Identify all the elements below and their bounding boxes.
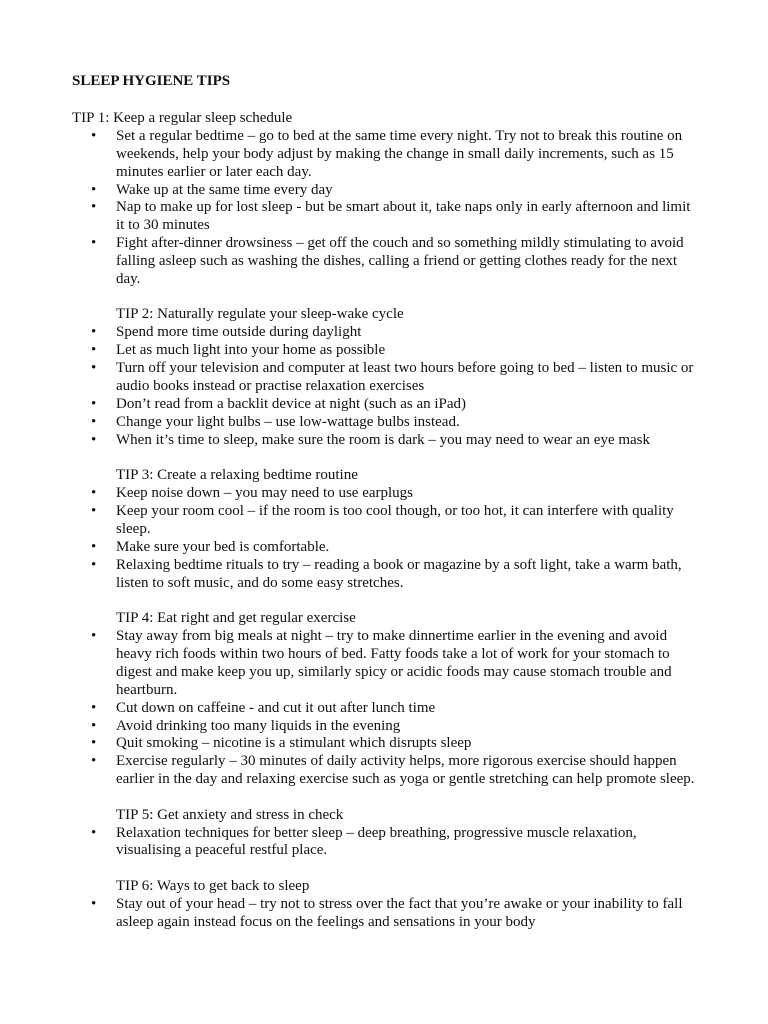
bullet-icon: • bbox=[91, 699, 97, 716]
list-item-text: Stay out of your head – try not to stress over the fact that you’re awake or your inability to fall asleep again instead focus on the feelings and sensations in your body bbox=[116, 895, 683, 930]
list-item bbox=[72, 539, 702, 557]
tip-bullet-list bbox=[72, 628, 702, 789]
list-item bbox=[72, 628, 702, 700]
tip-heading: TIP 4: Eat right and get regular exercise bbox=[116, 610, 356, 627]
list-item-text: Quit smoking – nicotine is a stimulant which disrupts sleep bbox=[116, 735, 472, 752]
bullet-icon: • bbox=[91, 413, 97, 430]
bullet-icon: • bbox=[91, 717, 97, 734]
list-item-text: Stay away from big meals at night – try to make dinnertime earlier in the evening and avoid heavy rich foods within two hours of bed. Fatty foods take a lot of work for your stomach to digest and make keep you up, similarly spicy or acidic foods may cause stomach trouble and heartburn. bbox=[116, 627, 672, 698]
bullet-icon: • bbox=[91, 556, 97, 573]
list-item-text: Keep noise down – you may need to use earplugs bbox=[116, 485, 414, 502]
list-item-text: Keep your room cool – if the room is too cool though, or too hot, it can interfere with quality sleep. bbox=[116, 503, 674, 537]
list-item bbox=[72, 718, 702, 736]
list-item bbox=[72, 360, 702, 396]
bullet-icon: • bbox=[91, 127, 97, 144]
list-item-text: Relaxation techniques for better sleep – deep breathing, progressive muscle relaxation, visualising a peaceful restful place. bbox=[116, 824, 637, 859]
bullet-icon: • bbox=[91, 235, 97, 252]
tip-heading: TIP 2: Naturally regulate your sleep-wake cycle bbox=[116, 306, 404, 323]
tip-section bbox=[72, 610, 702, 789]
tip-heading: TIP 6: Ways to get back to sleep bbox=[116, 877, 310, 894]
tip-bullet-list bbox=[72, 324, 702, 449]
list-item-text: Let as much light into your home as possible bbox=[116, 342, 386, 359]
tips-list bbox=[72, 110, 702, 932]
list-item-text: Change your light bulbs – use low-wattage bulbs instead. bbox=[116, 413, 460, 430]
list-item bbox=[72, 199, 702, 235]
list-item bbox=[72, 896, 702, 932]
list-item bbox=[72, 396, 702, 414]
bullet-icon: • bbox=[91, 181, 97, 198]
list-item-text: Wake up at the same time every day bbox=[116, 181, 333, 198]
bullet-icon: • bbox=[91, 485, 97, 502]
tip-section bbox=[72, 110, 702, 289]
list-item bbox=[72, 753, 702, 789]
tip-heading: TIP 3: Create a relaxing bedtime routine bbox=[116, 467, 358, 484]
list-item-text: Exercise regularly – 30 minutes of daily activity helps, more rigorous exercise should happen earlier in the day and relaxing exercise such as yoga or gentle stretching can help promote sleep. bbox=[116, 753, 695, 788]
list-item-text: Fight after-dinner drowsiness – get off the couch and so something mildly stimulating to avoid falling asleep such as washing the dishes, calling a friend or getting clothes ready for the next day. bbox=[116, 235, 684, 288]
bullet-icon: • bbox=[91, 396, 97, 412]
bullet-icon: • bbox=[91, 324, 97, 341]
tip-bullet-list bbox=[72, 896, 702, 932]
list-item bbox=[72, 700, 702, 718]
bullet-icon: • bbox=[91, 753, 97, 770]
bullet-icon: • bbox=[91, 735, 97, 752]
list-item-text: Don’t read from a backlit device at night (such as an iPad) bbox=[116, 396, 467, 412]
list-item-text: Spend more time outside during daylight bbox=[116, 324, 362, 341]
bullet-icon: • bbox=[91, 538, 97, 555]
list-item bbox=[72, 432, 702, 450]
tip-section bbox=[72, 878, 702, 932]
document-page bbox=[72, 73, 702, 949]
bullet-icon: • bbox=[91, 360, 97, 377]
tip-bullet-list bbox=[72, 485, 702, 592]
list-item bbox=[72, 503, 702, 539]
list-item-text: Set a regular bedtime – go to bed at the same time every night. Try not to break this routine on weekends, help your body adjust by making the change in small daily increments, such as 15 minutes earlier or later each day. bbox=[116, 127, 683, 180]
bullet-icon: • bbox=[91, 503, 97, 520]
list-item bbox=[72, 324, 702, 342]
tip-section bbox=[72, 306, 702, 449]
tip-section bbox=[72, 467, 702, 592]
list-item-text: When it’s time to sleep, make sure the room is dark – you may need to wear an eye mask bbox=[116, 431, 651, 448]
tip-heading: TIP 1: Keep a regular sleep schedule bbox=[72, 109, 293, 126]
list-item bbox=[72, 557, 702, 593]
bullet-icon: • bbox=[91, 824, 97, 841]
list-item-text: Turn off your television and computer at least two hours before going to bed – listen to music or audio books instead or practise relaxation exercises bbox=[116, 360, 694, 395]
list-item bbox=[72, 182, 702, 200]
list-item-text: Cut down on caffeine - and cut it out after lunch time bbox=[116, 699, 436, 716]
tip-bullet-list bbox=[72, 825, 702, 861]
list-item-text: Nap to make up for lost sleep - but be smart about it, take naps only in early afternoon and limit it to 30 minutes bbox=[116, 199, 691, 234]
list-item bbox=[72, 342, 702, 360]
tip-bullet-list bbox=[72, 128, 702, 289]
list-item bbox=[72, 128, 702, 182]
bullet-icon: • bbox=[91, 895, 97, 912]
bullet-icon: • bbox=[91, 431, 97, 448]
tip-heading: TIP 5: Get anxiety and stress in check bbox=[116, 806, 344, 823]
list-item-text: Relaxing bedtime rituals to try – reading a book or magazine by a soft light, take a warm bath, listen to soft music, and do some easy stretches. bbox=[116, 556, 682, 591]
list-item-text: Avoid drinking too many liquids in the evening bbox=[116, 717, 401, 734]
list-item bbox=[72, 735, 702, 753]
list-item bbox=[72, 485, 702, 503]
list-item bbox=[72, 235, 702, 289]
document-title: SLEEP HYGIENE TIPS bbox=[72, 73, 231, 89]
list-item-text: Make sure your bed is comfortable. bbox=[116, 538, 330, 555]
tip-section bbox=[72, 807, 702, 861]
bullet-icon: • bbox=[91, 627, 97, 644]
bullet-icon: • bbox=[91, 342, 97, 359]
bullet-icon: • bbox=[91, 199, 97, 216]
list-item bbox=[72, 414, 702, 432]
list-item bbox=[72, 825, 702, 861]
